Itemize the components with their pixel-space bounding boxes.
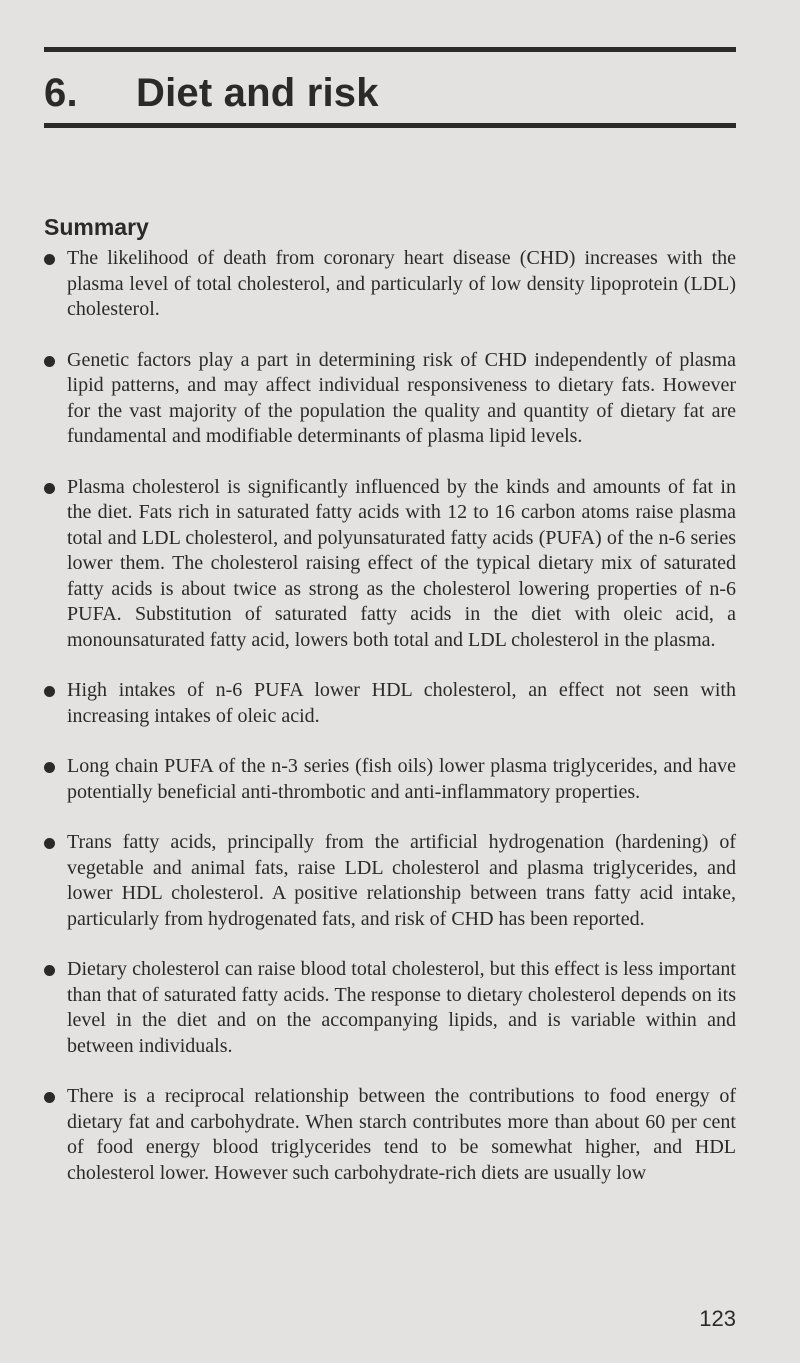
bullet-dot-icon <box>44 965 55 976</box>
top-rule <box>44 47 736 52</box>
bottom-rule <box>44 123 736 128</box>
summary-bullet <box>44 475 736 654</box>
bullet-dot-icon <box>44 1092 55 1103</box>
summary-bullet <box>44 754 736 805</box>
chapter-number: 6. <box>44 70 78 115</box>
bullet-text: Long chain PUFA of the n-3 series (fish oils) lower plasma triglycerides, and have potentially beneficial anti-thrombotic and anti-inflammatory properties. <box>67 755 736 803</box>
bullet-dot-icon <box>44 356 55 367</box>
summary-bullet <box>44 1084 736 1186</box>
bullet-dot-icon <box>44 483 55 494</box>
bullet-dot-icon <box>44 686 55 697</box>
chapter-title-text: Diet and risk <box>136 70 379 115</box>
bullet-text: Dietary cholesterol can raise blood total cholesterol, but this effect is less important than that of saturated fatty acids. The response to dietary cholesterol depends on its level in the diet and on the accompanying lipids, and is variable within and between individuals. <box>67 958 736 1057</box>
summary-bullet <box>44 246 736 323</box>
summary-heading: Summary <box>44 214 149 240</box>
bullet-dot-icon <box>44 762 55 773</box>
bullet-text: High intakes of n-6 PUFA lower HDL cholesterol, an effect not seen with increasing intakes of oleic acid. <box>67 679 736 727</box>
bullet-text: There is a reciprocal relationship between the contributions to food energy of dietary fat and carbohydrate. When starch contributes more than about 60 per cent of food energy blood triglycerides tend to be somewhat higher, and HDL cholesterol lower. However such carbohydrate-rich diets are usually low <box>67 1085 736 1184</box>
bullet-text: Trans fatty acids, principally from the artificial hydrogenation (hardening) of vegetable and animal fats, raise LDL cholesterol and plasma triglycerides, and lower HDL cholesterol. A positive relationship between trans fatty acid intake, particularly from hydrogenated fats, and risk of CHD has been reported. <box>67 831 736 930</box>
chapter-title <box>44 69 379 117</box>
bullet-text: The likelihood of death from coronary heart disease (CHD) increases with the plasma level of total cholesterol, and particularly of low density lipoprotein (LDL) cholesterol. <box>67 247 736 320</box>
summary-bullet-list <box>44 246 736 1211</box>
page-number: 123 <box>699 1306 736 1331</box>
summary-bullet <box>44 830 736 932</box>
summary-bullet <box>44 348 736 450</box>
bullet-dot-icon <box>44 838 55 849</box>
bullet-text: Genetic factors play a part in determining risk of CHD independently of plasma lipid patterns, and may affect individual responsiveness to dietary fats. However for the vast majority of the population the quality and quantity of dietary fat are fundamental and modifiable determinants of plasma lipid levels. <box>67 348 736 447</box>
bullet-text: Plasma cholesterol is significantly influenced by the kinds and amounts of fat in the diet. Fats rich in saturated fatty acids with 12 to 16 carbon atoms raise plasma total and LDL cholesterol, and polyunsaturated fatty acids (PUFA) of the n-6 series lower them. The cholesterol raising effect of the typical dietary mix of saturated fatty acids is about twice as strong as the cholesterol lowering properties of n-6 PUFA. Substitution of saturated fatty acids in the diet with oleic acid, a monounsaturated fatty acid, lowers both total and LDL cholesterol in the plasma. <box>67 475 736 651</box>
summary-bullet <box>44 678 736 729</box>
bullet-dot-icon <box>44 254 55 265</box>
summary-bullet <box>44 957 736 1059</box>
